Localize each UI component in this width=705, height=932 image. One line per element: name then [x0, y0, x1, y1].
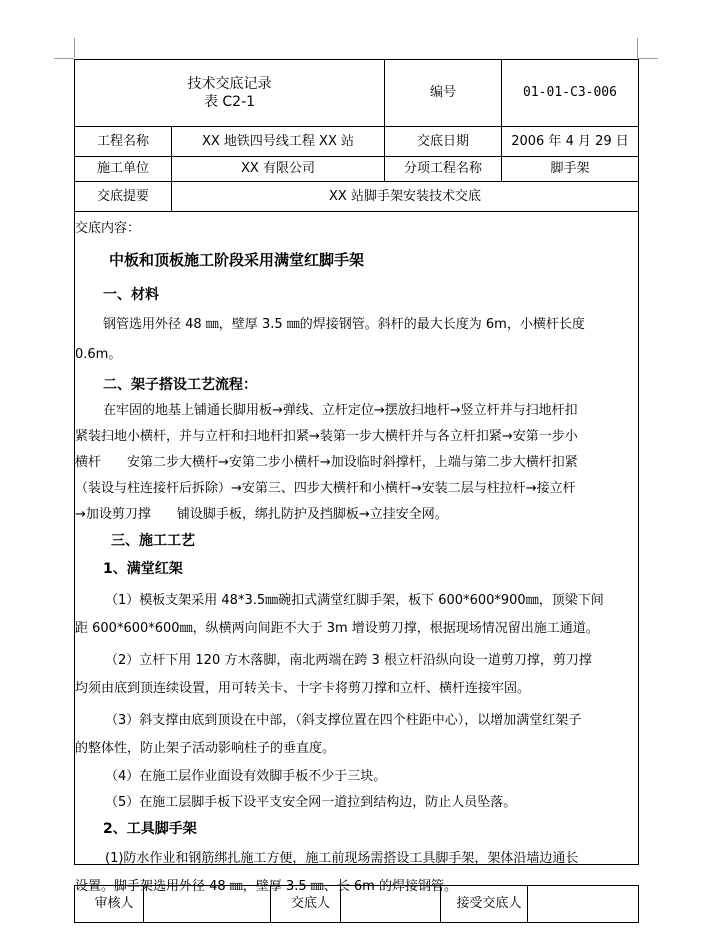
paragraph-line: （2）立杆下用 120 方木落脚，南北两端在跨 3 根立杆沿纵向设一道剪刀撑，剪刀撑	[105, 653, 592, 668]
receiver-signature-field[interactable]	[528, 886, 639, 923]
number-label: 编号	[385, 60, 502, 127]
disclosure-record-table	[74, 59, 639, 894]
content-label: 交底内容：	[75, 221, 141, 236]
materials-text-line: 钢管选用外径 48 ㎜，壁厚 3.5 ㎜的焊接钢管。斜杆的最大长度为 6m，小横杆长度	[103, 317, 585, 332]
paragraph-line: 均须由底到顶连续设置，用可转关卡、十字卡将剪刀撑和立杆、横杆连接牢固。	[75, 681, 531, 696]
crop-mark-top-right-h	[638, 58, 658, 59]
title-cell	[75, 60, 385, 127]
paragraph-line: （1）模板支架采用 48*3.5㎜碗扣式满堂红脚手架，板下 600*600*900㎜，顶梁下间	[105, 593, 604, 608]
discloser-signature-field[interactable]	[341, 886, 441, 923]
subsection-tool-scaffold-title: 2、工具脚手架	[103, 821, 197, 837]
summary-value: XX 站脚手架安装技术交底	[172, 182, 639, 212]
sub-project-label: 分项工程名称	[385, 157, 502, 182]
construction-unit-label: 施工单位	[75, 157, 172, 182]
paragraph-line: 距 600*600*600㎜，纵横两向间距不大于 3m 增设剪刀撑，根据现场情况留出施工通道。	[75, 621, 599, 636]
construction-unit-value: XX 有限公司	[172, 157, 385, 182]
crop-mark-top-left-v	[74, 38, 75, 58]
sub-project-value: 脚手架	[502, 157, 639, 182]
receiver-label: 接受交底人	[441, 886, 528, 923]
disclosure-date-label: 交底日期	[385, 127, 502, 157]
process-text-line: 在牢固的地基上铺通长脚用板→弹线、立杆定位→摆放扫地杆→竖立杆并与扫地杆扣	[103, 403, 578, 418]
process-text-line: →加设剪刀撑 铺设脚手板，绑扎防护及挡脚板→立挂安全网。	[75, 507, 448, 522]
process-text-line: 横杆 安第二步大横杆→安第二步小横杆→加设临时斜撑杆，上端与第二步大横杆扣紧	[75, 455, 578, 470]
paragraph-line: (1)防水作业和钢筋绑扎施工方便，施工前现场需搭设工具脚手架，架体沿墙边通长	[105, 851, 579, 866]
paragraph-line: （3）斜支撑由底到顶设在中部，（斜支撑位置在四个柱距中心），以增加满堂红架子	[105, 713, 582, 728]
project-name-label: 工程名称	[75, 127, 172, 157]
number-value: 01-01-C3-006	[502, 60, 639, 127]
section-technique-title: 三、施工工艺	[111, 533, 195, 549]
paragraph-line: （5）在施工层脚手板下设平支安全网一道拉到结构边，防止人员坠落。	[105, 795, 517, 810]
disclosure-content	[75, 212, 639, 894]
process-text-line: 紧装扫地小横杆，并与立杆和扫地杆扣紧→装第一步大横杆并与各立杆扣紧→安第一步小	[75, 429, 578, 444]
paragraph-line: 设置。脚手架选用外径 48 ㎜，壁厚 3.5 ㎜、长 6m 的焊接钢管。	[75, 879, 457, 894]
section-materials-title: 一、材料	[103, 287, 159, 303]
content-body	[75, 212, 637, 900]
paragraph-line: 的整体性，防止架子活动影响柱子的垂直度。	[75, 741, 336, 756]
reviewer-signature-field[interactable]	[144, 886, 271, 923]
summary-label: 交底提要	[75, 182, 172, 212]
process-text-line: （装设与柱连接杆后拆除）→安第三、四步大横杆和小横杆→安装二层与柱拉杆→接立杆	[75, 481, 576, 496]
crop-mark-top-left-h	[54, 58, 74, 59]
reviewer-label: 审核人	[75, 886, 144, 923]
content-main-title: 中板和顶板施工阶段采用满堂红脚手架	[109, 251, 365, 269]
form-number: 表 C2-1	[203, 94, 256, 110]
signature-table	[74, 885, 639, 923]
materials-text-line: 0.6m。	[75, 347, 122, 362]
discloser-label: 交底人	[271, 886, 341, 923]
paragraph-line: （4）在施工层作业面设有效脚手板不少于三块。	[105, 769, 387, 784]
project-name-value: XX 地铁四号线工程 XX 站	[172, 127, 385, 157]
subsection-full-scaffold-title: 1、满堂红架	[103, 561, 183, 577]
document-title: 技术交底记录	[187, 76, 272, 92]
crop-mark-top-right-v	[637, 38, 638, 58]
disclosure-date-value: 2006 年 4 月 29 日	[502, 127, 639, 157]
section-process-title: 二、架子搭设工艺流程：	[103, 377, 257, 393]
